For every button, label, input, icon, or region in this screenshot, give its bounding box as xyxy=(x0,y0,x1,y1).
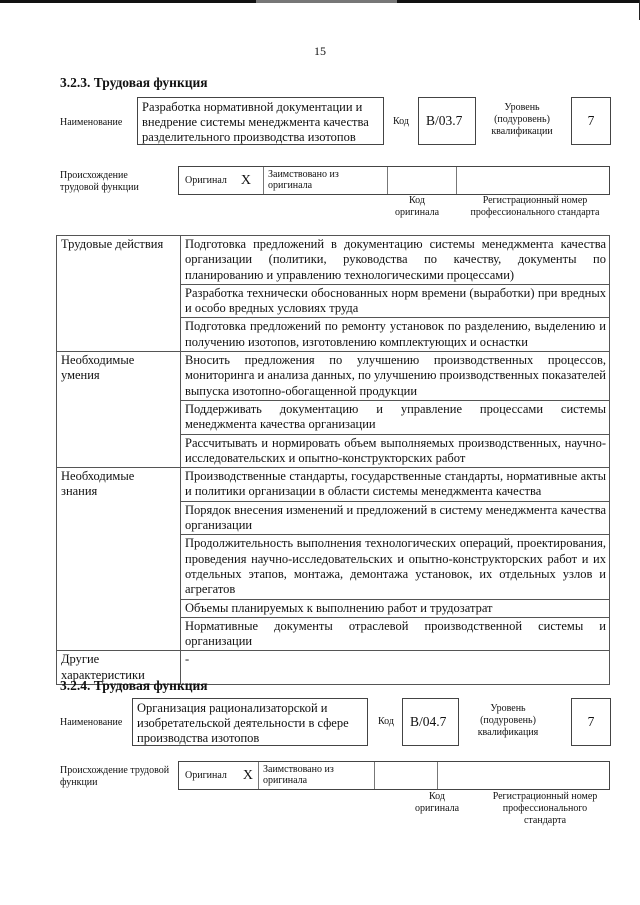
table-cell: Подготовка предложений по ремонту установок по разделению, выделению и получению изотопов, изготовлению комплектующих и оснастки xyxy=(181,318,610,352)
section-heading-3-2-3: 3.2.3. Трудовая функция xyxy=(60,75,208,90)
caption-line: оригинала xyxy=(414,803,460,814)
origin-original-label: Оригинал xyxy=(185,770,227,781)
function-code-box: B/04.7 xyxy=(402,698,459,746)
origin-table xyxy=(178,761,610,790)
table-cell: Рассчитывать и нормировать объем выполняемых производственных, научно-исследовательских и опытно-конструкторских работ xyxy=(181,434,610,468)
table-row xyxy=(57,236,610,285)
table-cell: Разработка технически обоснованных норм времени (выработки) при вредных и особо вредных условиях труда xyxy=(181,284,610,318)
table-cell: Продолжительность выполнения технологических операций, проектирования, проведения научно-исследовательских и опытно-конструкторских работ и их отдельных этапов, монтажа, демонтажа установок, их отдельных узлов и агрегатов xyxy=(181,535,610,599)
caption-line: Регистрационный номер xyxy=(492,791,598,802)
header-line: знания xyxy=(61,484,98,499)
code-label: Код xyxy=(393,116,409,127)
caption-line: профессионального стандарта xyxy=(470,207,600,218)
level-label-line: (подуровень) xyxy=(480,715,536,726)
page-number: 15 xyxy=(314,44,326,58)
origin-borrowed-line: оригинала xyxy=(263,775,308,786)
origin-reg-caption xyxy=(455,195,615,219)
labor-function-table xyxy=(56,235,610,685)
origin-table xyxy=(178,166,610,195)
function-name-line: производства изотопов xyxy=(137,731,260,745)
level-label-line: Уровень xyxy=(490,703,526,714)
table-cell: Объемы планируемых к выполнению работ и трудозатрат xyxy=(181,599,610,617)
qualification-level-box: 7 xyxy=(571,698,611,746)
caption-line: Регистрационный номер xyxy=(482,195,588,206)
origin-label xyxy=(60,170,139,194)
function-name-line: внедрение системы менеджмента качества xyxy=(142,115,369,129)
origin-label-line: функции xyxy=(60,777,98,788)
code-label: Код xyxy=(378,716,394,727)
table-cell: Вносить предложения по улучшению производственных процессов, мониторинга и анализа данных, по улучшению производственных показателей выпуска изотопно-обогащенной продукции xyxy=(181,352,610,401)
table-cell: Поддерживать документацию и управление процессами системы менеджмента качества организации xyxy=(181,400,610,434)
origin-reg-number-cell xyxy=(438,762,609,789)
function-name-line: Разработка нормативной документации и xyxy=(142,100,363,114)
origin-label-line: Происхождение xyxy=(60,170,128,181)
function-name-line: изобретательской деятельности в сфере xyxy=(137,716,349,730)
function-code-box: B/03.7 xyxy=(418,97,476,145)
origin-borrowed-cell xyxy=(259,762,375,789)
qualification-level-box: 7 xyxy=(571,97,611,145)
level-label-line: квалификация xyxy=(477,727,539,738)
header-line: умения xyxy=(61,368,100,383)
table-cell: Подготовка предложений в документацию системы менеджмента качества организации (политики, руководства по качеству, документы по планированию и управлению технологическими процессами) xyxy=(181,236,610,285)
table-cell: Порядок внесения изменений и предложений в систему менеджмента качества организации xyxy=(181,501,610,535)
origin-borrowed-line: оригинала xyxy=(268,180,313,191)
scan-top-edge xyxy=(0,0,640,3)
origin-borrowed-line: Заимствовано из xyxy=(263,764,334,775)
table-cell: Производственные стандарты, государственные стандарты, нормативные акты и политики организации в области системы менеджмента качества xyxy=(181,468,610,502)
name-label: Наименование xyxy=(60,717,123,728)
caption-line: Код xyxy=(429,791,445,802)
function-name-line: разделительного производства изотопов xyxy=(142,130,356,144)
origin-original-cell xyxy=(179,167,264,194)
origin-label-line: Происхождение трудовой xyxy=(60,765,170,776)
table-cell: Нормативные документы отраслевой производственной системы и организации xyxy=(181,617,610,651)
header-line: Необходимые xyxy=(61,353,135,368)
row-header-required-skills xyxy=(57,352,181,468)
function-name-box xyxy=(137,97,384,145)
origin-code-caption xyxy=(385,195,449,219)
row-header-labor-actions: Трудовые действия xyxy=(57,236,181,352)
origin-original-label: Оригинал xyxy=(185,175,227,186)
header-line: Необходимые xyxy=(61,469,135,484)
header-line: характеристики xyxy=(61,667,145,682)
origin-original-cell xyxy=(179,762,259,789)
origin-label-line: трудовой функции xyxy=(60,182,139,193)
caption-line: оригинала xyxy=(394,207,440,218)
origin-borrowed-cell xyxy=(264,167,388,194)
caption-line: стандарта xyxy=(523,815,567,826)
origin-code-caption xyxy=(405,791,469,815)
section-heading-3-2-4: 3.2.4. Трудовая функция xyxy=(60,678,208,693)
header-line: Другие xyxy=(61,652,100,667)
function-name-box xyxy=(132,698,368,746)
name-label: Наименование xyxy=(60,117,123,128)
table-cell: - xyxy=(181,651,610,685)
level-label-line: Уровень xyxy=(504,102,540,113)
origin-borrowed-line: Заимствовано из xyxy=(268,169,339,180)
level-label-line: квалификации xyxy=(491,126,553,137)
caption-line: профессионального xyxy=(502,803,588,814)
row-header-required-knowledge xyxy=(57,468,181,651)
caption-line: Код xyxy=(409,195,425,206)
origin-reg-caption xyxy=(475,791,615,827)
qualification-level-label xyxy=(482,102,562,138)
table-row xyxy=(57,468,610,502)
origin-reg-number-cell xyxy=(457,167,609,194)
function-name-line: Организация рационализаторской и xyxy=(137,701,328,715)
qualification-level-label xyxy=(468,703,548,739)
level-label-line: (подуровень) xyxy=(494,114,550,125)
origin-label xyxy=(60,765,169,789)
origin-check-mark: X xyxy=(242,768,254,783)
origin-code-cell xyxy=(375,762,438,789)
origin-code-cell xyxy=(388,167,457,194)
origin-check-mark: X xyxy=(240,173,252,188)
table-row xyxy=(57,352,610,401)
